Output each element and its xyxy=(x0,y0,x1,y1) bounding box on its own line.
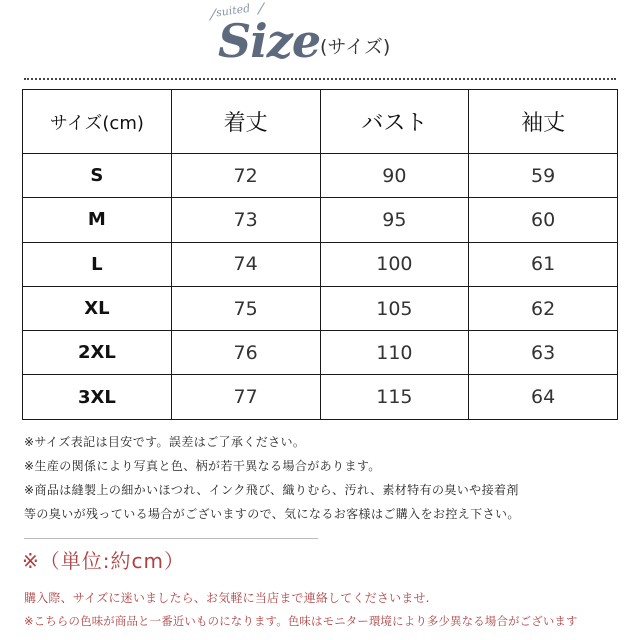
size-label: XL xyxy=(23,286,172,330)
sleeve-cell: 62 xyxy=(469,286,618,330)
contact-note: 購入際、サイズに迷いましたら、お気軽に当店まで連絡してくださいませ. xyxy=(24,591,430,605)
table-row xyxy=(23,331,618,375)
column-header-bust: バスト xyxy=(320,90,469,154)
bust-cell: 90 xyxy=(320,154,469,198)
length-cell: 76 xyxy=(171,331,320,375)
section-divider xyxy=(24,538,318,539)
column-header-length: 着丈 xyxy=(171,90,320,154)
size-label: 3XL xyxy=(23,375,172,419)
length-cell: 73 xyxy=(171,198,320,242)
column-header-size: サイズ(cm) xyxy=(23,90,172,154)
unit-note: ※（単位:約cm） xyxy=(22,549,185,573)
sleeve-cell: 64 xyxy=(469,375,618,419)
sleeve-cell: 60 xyxy=(469,198,618,242)
dotted-divider xyxy=(24,78,616,80)
size-header xyxy=(0,0,640,80)
column-header-sleeve: 袖丈 xyxy=(469,90,618,154)
table-header-row xyxy=(23,90,618,154)
bust-cell: 105 xyxy=(320,286,469,330)
bust-cell: 100 xyxy=(320,242,469,286)
sleeve-cell: 63 xyxy=(469,331,618,375)
table-row xyxy=(23,375,618,419)
page-subtitle: (サイズ) xyxy=(320,36,391,58)
size-table xyxy=(22,89,618,420)
size-label: 2XL xyxy=(23,331,172,375)
bust-cell: 115 xyxy=(320,375,469,419)
note-line: 等の臭いが残っている場合がございますので、気になるお客様はご購入をお控え下さい。 xyxy=(24,507,520,521)
note-line: ※生産の関係により写真と色、柄が若干異なる場合があります。 xyxy=(24,459,381,473)
size-label: S xyxy=(23,154,172,198)
table-row xyxy=(23,286,618,330)
table-row xyxy=(23,198,618,242)
table-row xyxy=(23,154,618,198)
length-cell: 75 xyxy=(171,286,320,330)
page-title: Size xyxy=(218,14,321,68)
sleeve-cell: 59 xyxy=(469,154,618,198)
bust-cell: 110 xyxy=(320,331,469,375)
sleeve-cell: 61 xyxy=(469,242,618,286)
color-note: ※こちらの色味が商品と一番近いものになります。色味はモニター環境により多少異なる場合がございます xyxy=(24,614,578,628)
notes-block xyxy=(24,430,624,526)
length-cell: 77 xyxy=(171,375,320,419)
note-line: ※商品は縫製上の細かいほつれ、インク飛び、織りむら、汚れ、素材特有の臭いや接着剤 xyxy=(24,483,519,497)
size-label: L xyxy=(23,242,172,286)
note-line: ※サイズ表記は目安です。誤差はご了承ください。 xyxy=(24,435,306,449)
decorative-stroke xyxy=(257,2,265,15)
header-script-word: suited xyxy=(215,1,251,20)
table-row xyxy=(23,242,618,286)
length-cell: 74 xyxy=(171,242,320,286)
bust-cell: 95 xyxy=(320,198,469,242)
length-cell: 72 xyxy=(171,154,320,198)
size-label: M xyxy=(23,198,172,242)
